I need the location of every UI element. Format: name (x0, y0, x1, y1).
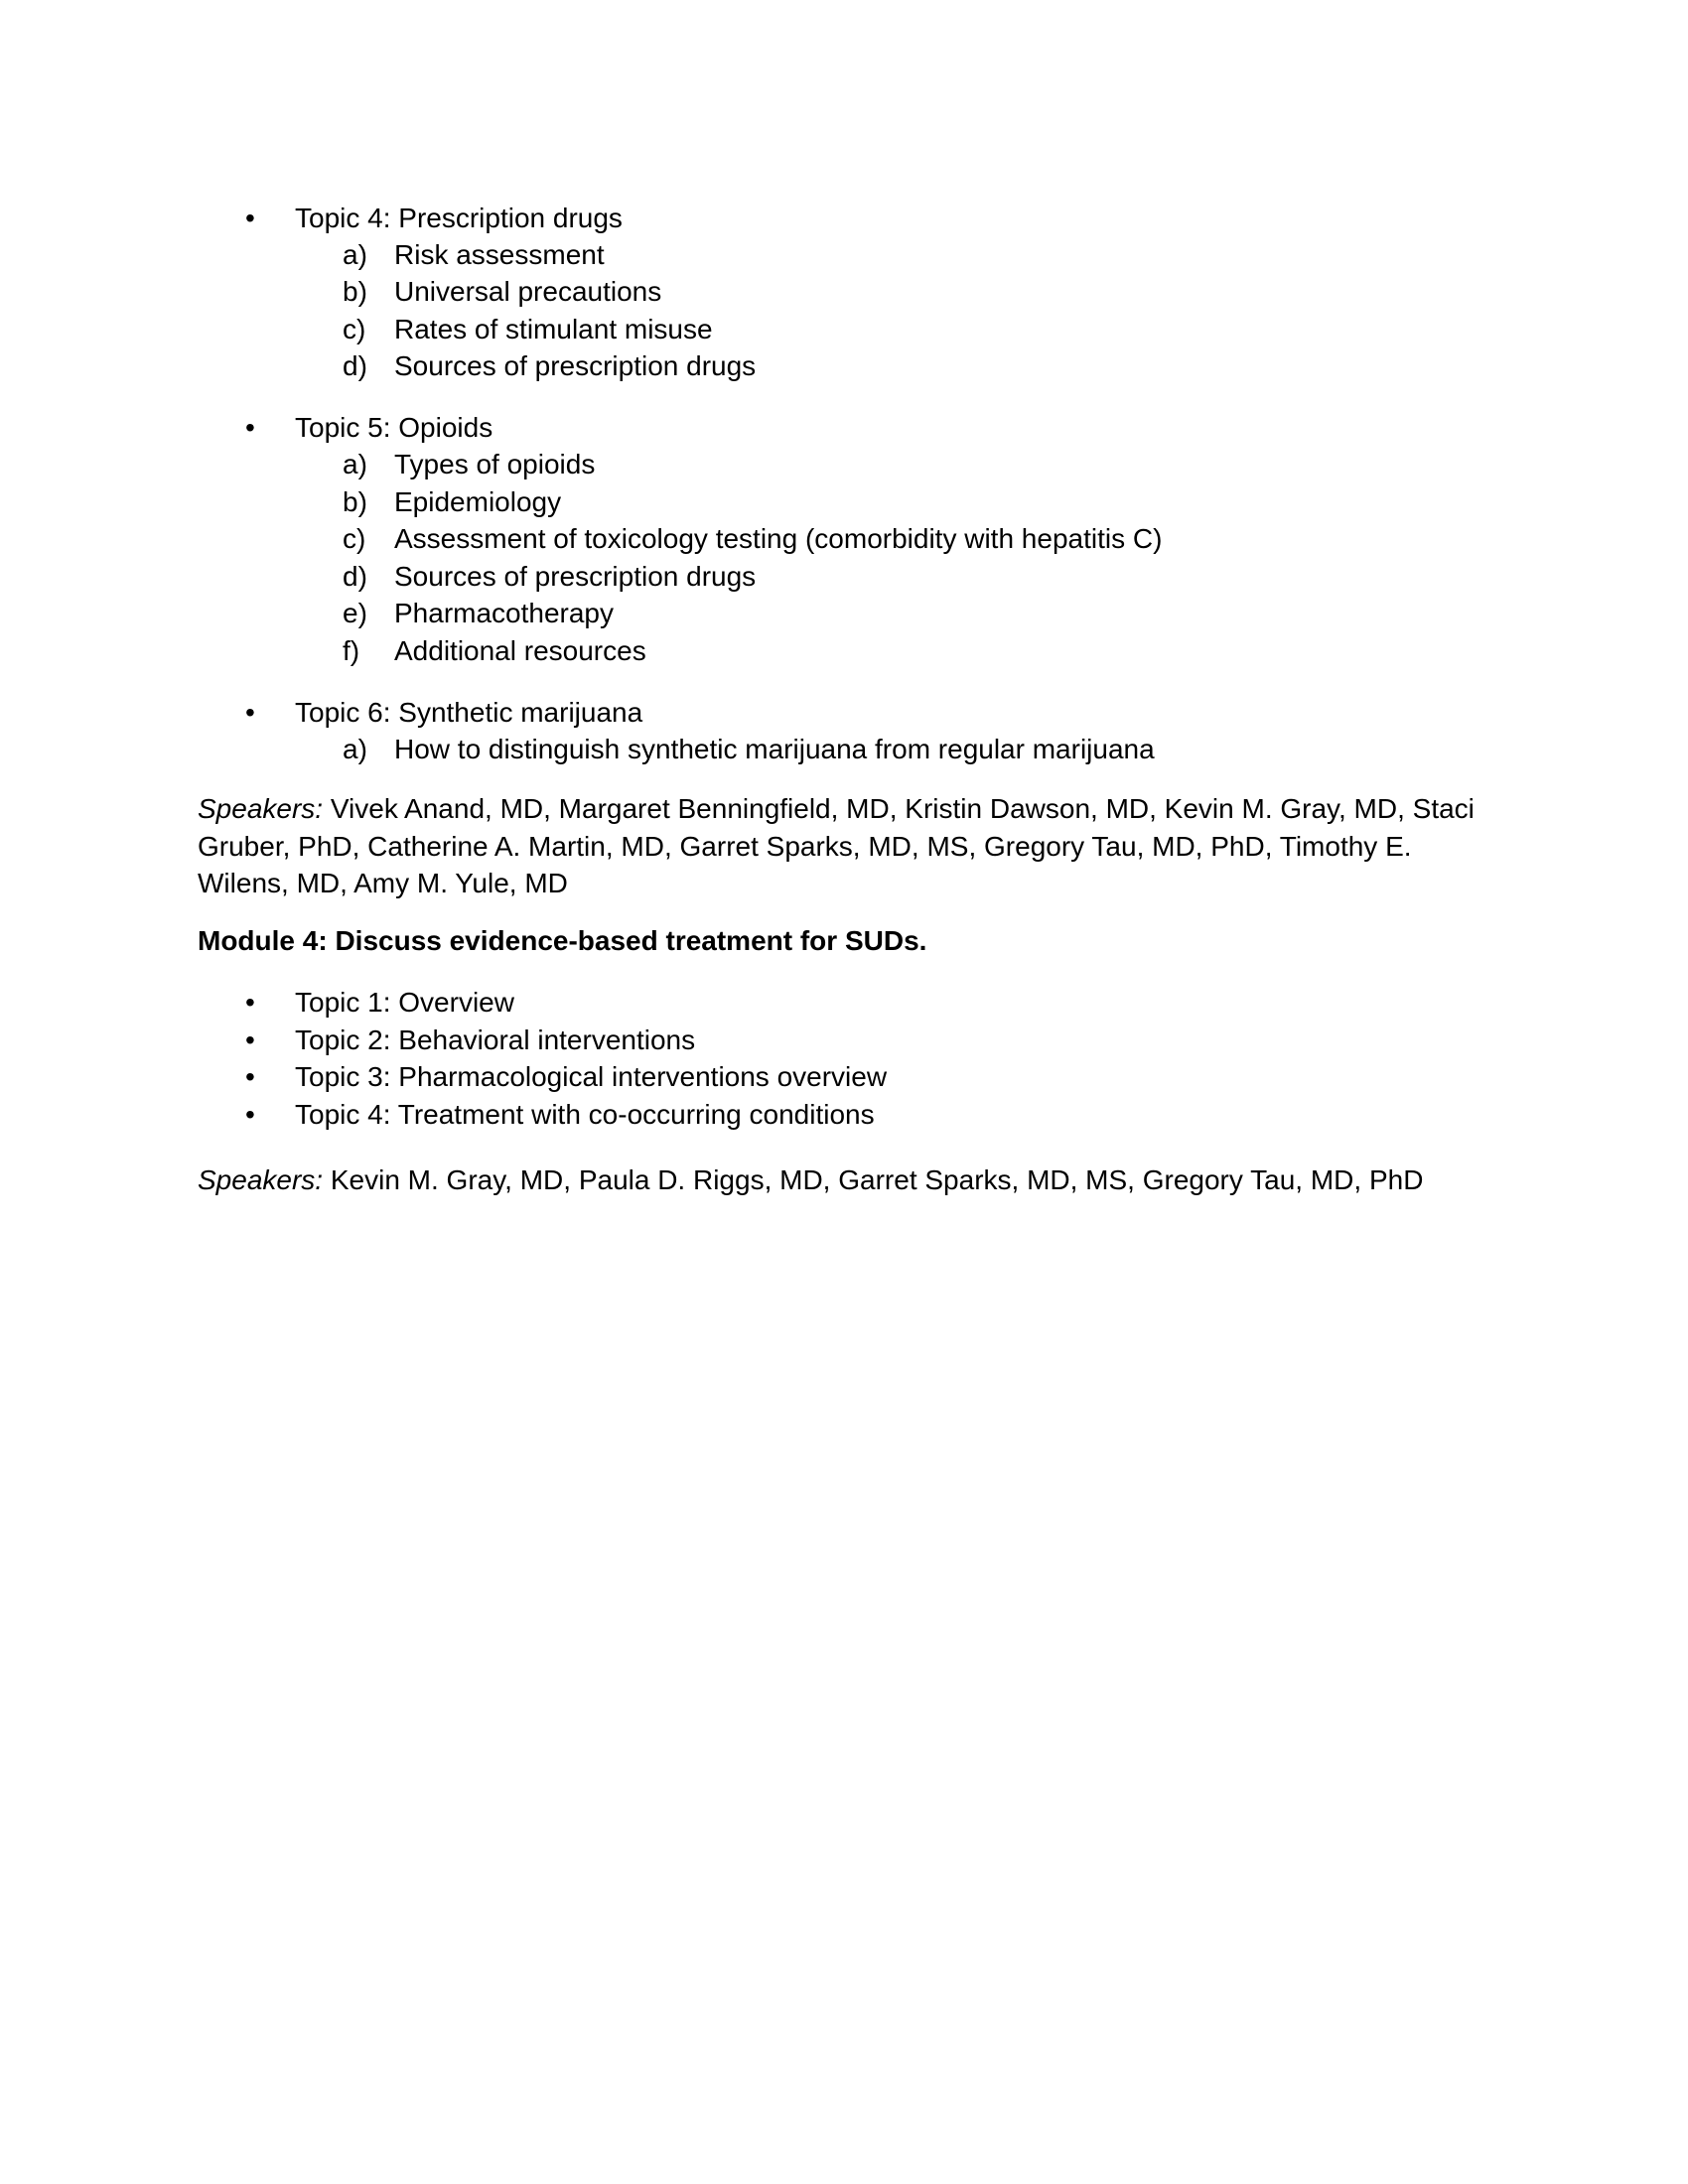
sub-item-letter: d) (343, 350, 367, 381)
speakers-names: Kevin M. Gray, MD, Paula D. Riggs, MD, Garret Sparks, MD, MS, Gregory Tau, MD, PhD (323, 1164, 1424, 1195)
speakers-label: Speakers: (198, 793, 324, 824)
sub-item-text: Types of opioids (394, 449, 596, 479)
sub-item-letter: c) (343, 523, 366, 554)
bullet-icon: • (245, 697, 255, 728)
bullet-icon: • (245, 987, 255, 1018)
topic-title: Topic 5: Opioids (295, 412, 493, 443)
speakers-label: Speakers: (198, 1164, 324, 1195)
sub-item-letter: a) (343, 734, 367, 764)
sub-item-text: Sources of prescription drugs (394, 561, 757, 592)
sub-item-text: Sources of prescription drugs (394, 350, 757, 381)
topic-item: Topic 2: Behavioral interventions (295, 1024, 696, 1055)
bullet-icon: • (245, 1099, 255, 1130)
sub-item-text: Rates of stimulant misuse (394, 314, 713, 344)
sub-item-text: How to distinguish synthetic marijuana from regular marijuana (394, 734, 1155, 764)
sub-item-letter: a) (343, 239, 367, 270)
bullet-icon: • (245, 1061, 255, 1092)
sub-item-text: Pharmacotherapy (394, 598, 615, 628)
sub-item-text: Risk assessment (394, 239, 605, 270)
module-heading: Module 4: Discuss evidence-based treatment for SUDs. (198, 925, 927, 956)
topic-title: Topic 6: Synthetic marijuana (295, 697, 643, 728)
bullet-icon: • (245, 1024, 255, 1055)
bullet-icon: • (245, 412, 255, 443)
sub-item-text: Assessment of toxicology testing (comorbidity with hepatitis C) (394, 523, 1163, 554)
sub-item-letter: a) (343, 449, 367, 479)
topic-title: Topic 4: Prescription drugs (295, 203, 623, 233)
sub-item-letter: f) (343, 635, 360, 666)
sub-item-text: Epidemiology (394, 486, 562, 517)
speakers-paragraph (198, 790, 1488, 902)
sub-item-letter: e) (343, 598, 367, 628)
speakers-names: Vivek Anand, MD, Margaret Benningfield, MD, Kristin Dawson, MD, Kevin M. Gray, MD, Staci Gruber, PhD, Catherine A. Martin, MD, Garret Sparks, MD, MS, Gregory Tau, MD, PhD, Timothy E. Wilens, MD, Amy M. Yule, MD (198, 793, 1475, 898)
topic-item: Topic 4: Treatment with co-occurring conditions (295, 1099, 875, 1130)
sub-item-letter: c) (343, 314, 366, 344)
topic-item: Topic 1: Overview (295, 987, 514, 1018)
sub-item-letter: d) (343, 561, 367, 592)
sub-item-text: Universal precautions (394, 276, 662, 307)
speakers-paragraph (198, 1161, 1488, 1199)
bullet-icon: • (245, 203, 255, 233)
sub-item-letter: b) (343, 486, 367, 517)
sub-item-text: Additional resources (394, 635, 646, 666)
sub-item-letter: b) (343, 276, 367, 307)
topic-item: Topic 3: Pharmacological interventions overview (295, 1061, 888, 1092)
